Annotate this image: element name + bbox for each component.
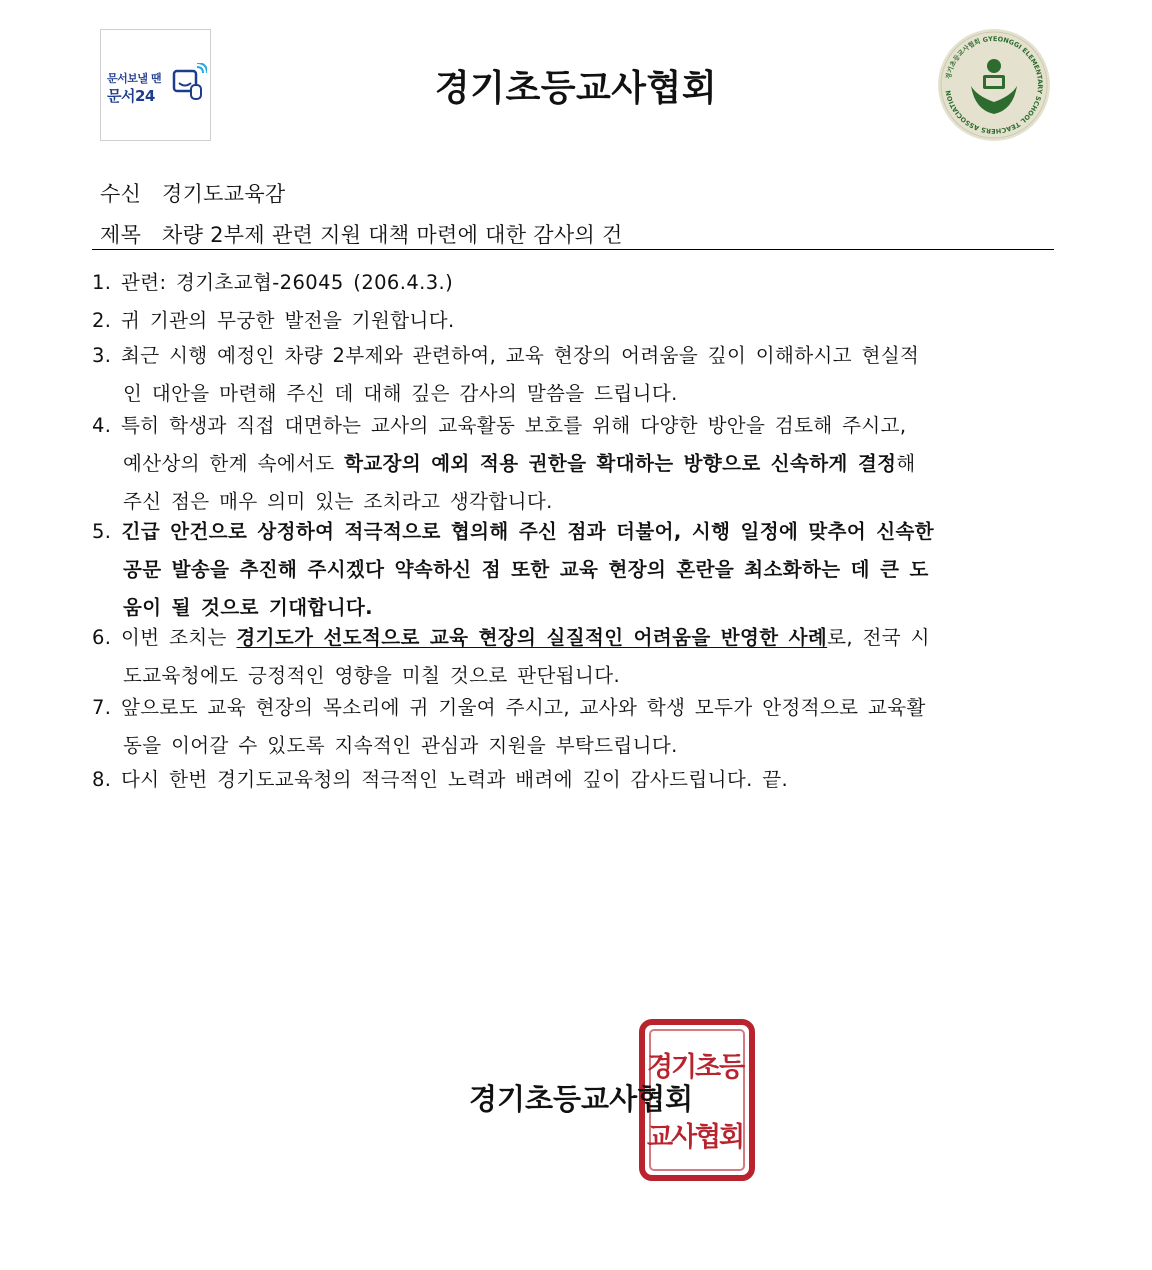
stamp-char: 등 xyxy=(718,1052,746,1083)
item-text: 다시 한번 경기도교육청의 적극적인 노력과 배려에 깊이 감사드립니다. 끝. xyxy=(121,768,789,791)
item-text: 로, 전국 시 xyxy=(827,626,930,649)
docs24-logo xyxy=(100,29,211,141)
recipient-row xyxy=(100,178,286,208)
stamp-char: 교 xyxy=(646,1122,674,1153)
item-text: 이번 조치는 xyxy=(121,626,237,649)
item-text-continued: 움이 될 것으로 기대합니다. xyxy=(123,596,373,619)
item-text: 해 xyxy=(896,452,916,475)
item-text-continued: 인 대안을 마련해 주신 데 대해 깊은 감사의 말씀을 드립니다. xyxy=(123,382,678,405)
item-text-continued: 동을 이어갈 수 있도록 지속적인 관심과 지원을 부탁드립니다. xyxy=(123,734,678,757)
item-number: 5. xyxy=(92,520,112,543)
header-divider xyxy=(92,249,1054,250)
stamp-char: 사 xyxy=(670,1122,698,1153)
list-item xyxy=(92,764,1056,792)
list-item xyxy=(92,340,1056,406)
item-number: 1. xyxy=(92,271,112,294)
item-text-continued: 공문 발송을 추진해 주시겠다 약속하신 점 또한 교육 현장의 혼란을 최소화하는 데 큰 도 xyxy=(123,558,929,581)
association-emblem xyxy=(937,28,1051,142)
stamp-char: 회 xyxy=(718,1122,746,1153)
recipient-value: 경기도교육감 xyxy=(162,182,286,206)
subject-row xyxy=(100,219,623,249)
item-text: 최근 시행 예정인 차량 2부제와 관련하여, 교육 현장의 어려움을 깊이 이해하시고 현실적 xyxy=(121,344,920,367)
stamp-char: 경 xyxy=(646,1052,674,1083)
list-item xyxy=(92,516,1056,620)
item-text: 특히 학생과 직접 대면하는 교사의 교육활동 보호를 위해 다양한 방안을 검토해 주시고, xyxy=(121,414,907,437)
list-item xyxy=(92,692,1056,758)
stamp-char: 협 xyxy=(694,1122,722,1153)
item-text: 앞으로도 교육 현장의 목소리에 귀 기울여 주시고, 교사와 학생 모두가 안정적으로 교육활 xyxy=(121,696,926,719)
item-number: 7. xyxy=(92,696,112,719)
item-emphasis: 학교장의 예외 적용 권한을 확대하는 방향으로 신속하게 결정 xyxy=(344,452,897,475)
page-title: 경기초등교사협회 xyxy=(434,68,718,109)
item-text: 귀 기관의 무궁한 발전을 기원합니다. xyxy=(121,309,455,332)
subject-label: 제목 xyxy=(100,223,142,247)
item-text-continued: 도교육청에도 긍정적인 영향을 미칠 것으로 판단됩니다. xyxy=(123,664,621,687)
item-text: 예산상의 한계 속에서도 xyxy=(123,452,345,475)
item-emphasis: 경기도가 선도적으로 교육 현장의 실질적인 어려움을 반영한 사례 xyxy=(236,626,828,649)
recipient-label: 수신 xyxy=(100,182,142,206)
logo-line1: 문서보낼 땐 xyxy=(107,72,161,85)
monitor-mouse-icon xyxy=(171,63,207,103)
footer-signature-name: 경기초등교사협회 xyxy=(469,1082,694,1116)
list-item xyxy=(92,305,1056,333)
item-number: 2. xyxy=(92,309,112,332)
logo-line2: 문서24 xyxy=(107,87,155,105)
item-number: 6. xyxy=(92,626,112,649)
list-item xyxy=(92,622,1056,688)
item-text-continued: 주신 점은 매우 의미 있는 조치라고 생각합니다. xyxy=(123,490,553,513)
item-number: 3. xyxy=(92,344,112,367)
subject-value: 차량 2부제 관련 지원 대책 마련에 대한 감사의 건 xyxy=(162,223,623,247)
item-text: 긴급 안건으로 상정하여 적극적으로 협의해 주신 점과 더불어, 시행 일정에 맞추어 신속한 xyxy=(121,520,935,543)
stamp-char: 초 xyxy=(694,1052,722,1083)
item-number: 8. xyxy=(92,768,112,791)
item-number: 4. xyxy=(92,414,112,437)
stamp-char: 기 xyxy=(670,1052,698,1083)
list-item xyxy=(92,410,1056,514)
item-text: 관련: 경기초교협-26045 (206.4.3.) xyxy=(121,271,454,294)
list-item xyxy=(92,267,1056,295)
emblem-ring-text: 경기초등교사협회 GYEONGGI ELEMENTARY SCHOOL TEACHERS ASSOCIATION xyxy=(944,34,1045,136)
